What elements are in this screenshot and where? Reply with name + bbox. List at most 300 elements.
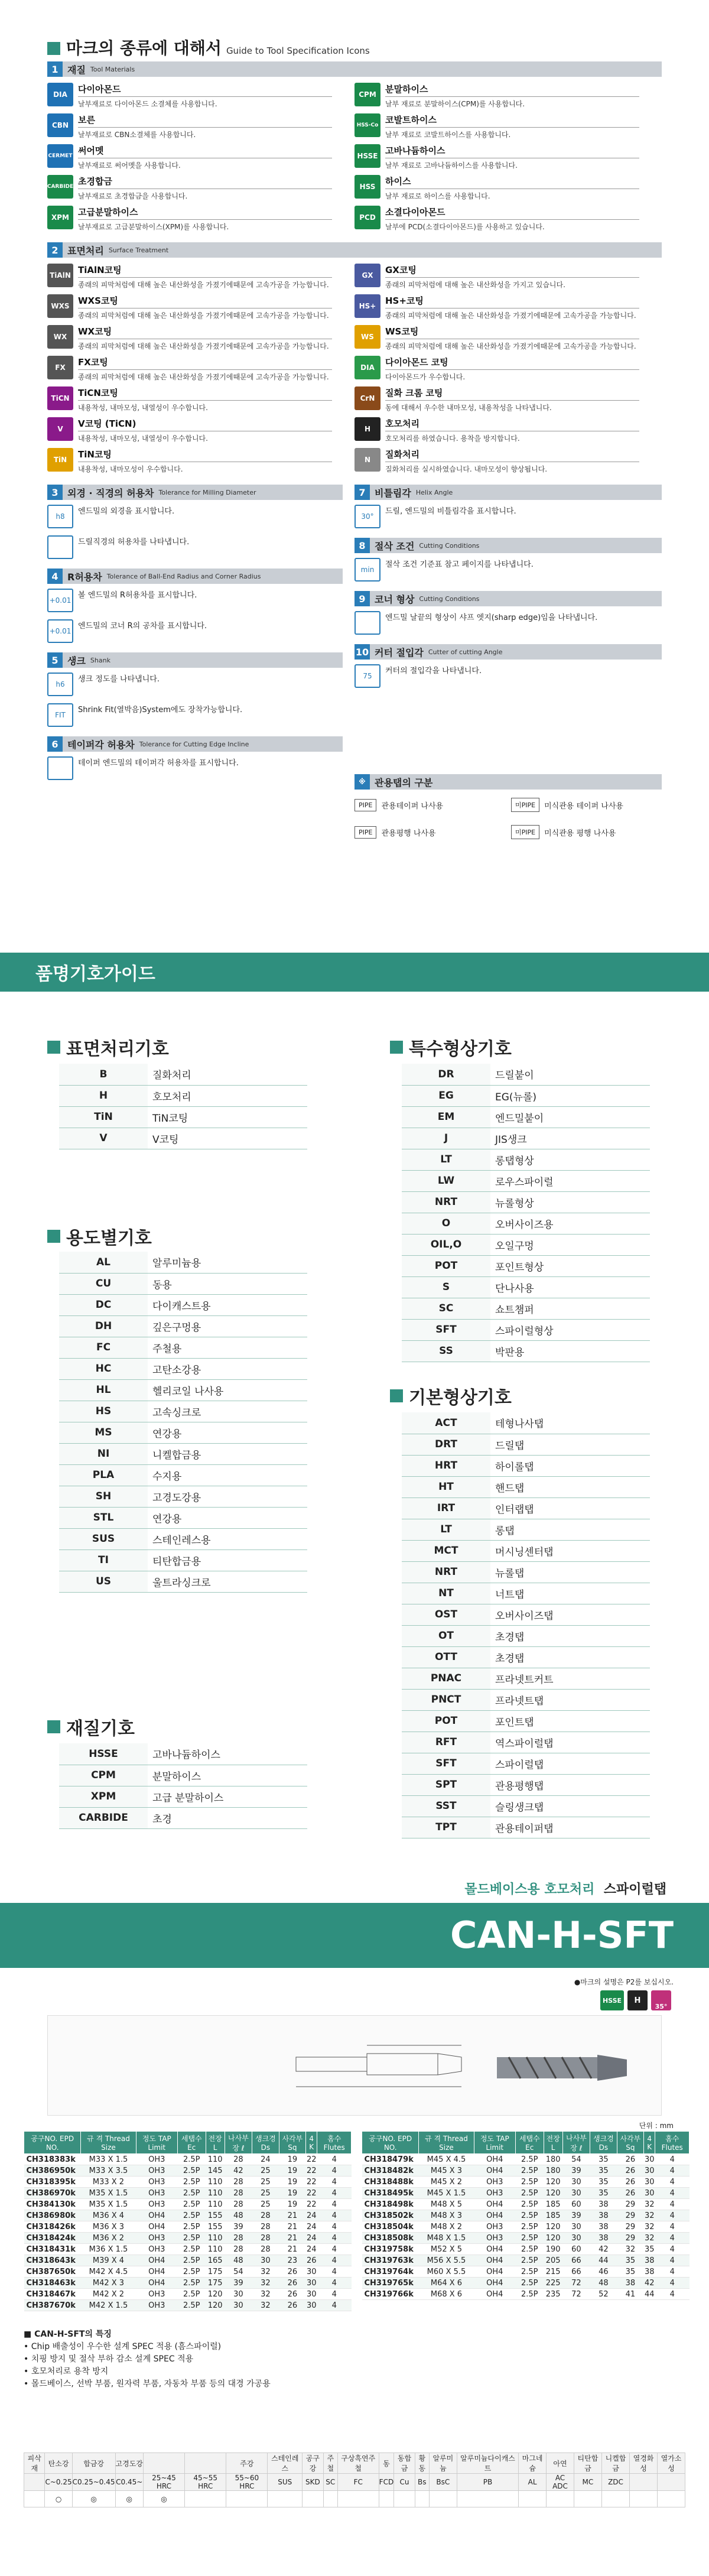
- material-cell: ◎: [143, 2491, 184, 2507]
- material-row: [24, 2474, 685, 2491]
- coating-text: [78, 417, 332, 443]
- coating-badge: GX: [354, 264, 380, 287]
- pipe-badge: PIPE: [354, 826, 376, 839]
- coating-badge: CrN: [354, 386, 380, 410]
- product-cell: M48 X 3: [419, 2210, 474, 2221]
- product-cell: M36 X 3: [81, 2221, 136, 2233]
- coating-name: V코팅 (TiCN): [78, 418, 136, 429]
- product-cell: 30: [644, 2188, 655, 2198]
- pipe-item: [511, 798, 662, 812]
- coating-desc: 동에 대해서 우수한 내마모성, 내용착성을 나타냅니다.: [385, 400, 639, 412]
- product-row: [24, 2199, 352, 2210]
- code-symbol: TI: [59, 1550, 148, 1571]
- product-cell: 19: [279, 2165, 305, 2177]
- coating-item: [354, 325, 650, 356]
- product-cell: 120: [544, 2177, 562, 2188]
- product-cell: OH4: [136, 2255, 177, 2266]
- product-cell: 180: [544, 2154, 562, 2165]
- code-row: [402, 1106, 650, 1128]
- material-cell: [268, 2491, 303, 2507]
- product-cell: 28: [225, 2244, 252, 2255]
- product-cell: 48: [225, 2255, 252, 2266]
- code-symbol: CARBIDE: [59, 1807, 148, 1828]
- material-cell: SUS: [268, 2474, 303, 2491]
- product-cell: CH318463k: [24, 2278, 81, 2289]
- code-meaning: 스파이럴탭: [490, 1753, 650, 1774]
- coating-left-list: [47, 264, 343, 479]
- product-cell: 2.5P: [515, 2154, 544, 2165]
- product-cell: 54: [225, 2266, 252, 2278]
- material-name: 고바나듐하이스: [385, 145, 445, 156]
- product-cell: 28: [252, 2221, 279, 2233]
- code-meaning: 헬리코일 나사용: [148, 1379, 307, 1401]
- product-cell: 4: [317, 2177, 352, 2188]
- product-row: [362, 2233, 690, 2244]
- product-cell: 39: [225, 2278, 252, 2289]
- product-row: [24, 2233, 352, 2244]
- code-symbol: V: [59, 1128, 148, 1149]
- material-badge: HSSE: [354, 144, 380, 168]
- material-cell: [574, 2491, 601, 2507]
- code-row: [59, 1064, 307, 1085]
- coating-badge: H: [354, 417, 380, 441]
- section-icon: 75: [354, 664, 380, 688]
- product-cell: 35: [617, 2255, 643, 2266]
- section-num: 3: [47, 485, 63, 500]
- product-cell: CH318426k: [24, 2221, 81, 2233]
- product-cell: M60 X 5.5: [419, 2266, 474, 2278]
- material-cell: [601, 2491, 629, 2507]
- material-name: 고급분말하이스: [78, 207, 138, 217]
- code-row: [402, 1276, 650, 1298]
- product-cell: 19: [279, 2188, 305, 2199]
- basic-code-title: 기본형상기호: [390, 1383, 512, 1409]
- code-meaning: 다이캐스트용: [148, 1294, 307, 1315]
- material-cell: 알루미늄: [429, 2453, 457, 2474]
- section-bar: [47, 652, 343, 668]
- code-symbol: S: [402, 1276, 490, 1298]
- material-cell: 스테인레스: [268, 2453, 303, 2474]
- coating-name: 호모처리: [385, 418, 419, 429]
- material-badge: CPM: [354, 83, 380, 106]
- pipe-label: 관용테이퍼 나사용: [381, 801, 444, 811]
- code-row: [402, 1817, 650, 1838]
- product-cell: 24: [306, 2222, 317, 2231]
- product-cell: 2.5P: [515, 2289, 544, 2300]
- code-symbol: DH: [59, 1315, 148, 1337]
- product-cell: 155: [206, 2221, 225, 2233]
- product-cell: 22: [306, 2155, 317, 2164]
- product-cell: 29: [617, 2210, 643, 2221]
- product-cell: 120: [544, 2221, 562, 2233]
- feature-2: • 치핑 방지 및 절삭 부하 감소 설계 SPEC 적용: [24, 2354, 194, 2364]
- code-row: [59, 1528, 307, 1550]
- coating-badge: DIA: [354, 356, 380, 379]
- coating-desc: 종래의 피막처럼에 대해 높은 내산화성을 가졌기에때문에 고속가공을 가능합니다.: [78, 308, 332, 320]
- code-row: [402, 1476, 650, 1497]
- product-cell: M48 X 5: [419, 2199, 474, 2210]
- material-badge: CERMET: [47, 144, 73, 168]
- product-cell: 4: [655, 2289, 690, 2300]
- product-row: [362, 2165, 690, 2177]
- coating-desc: 내용착성, 내마모성이 우수합니다.: [78, 462, 332, 474]
- material-cell: [657, 2474, 685, 2491]
- material-cell: Bs: [415, 2474, 429, 2491]
- code-symbol: PNCT: [402, 1689, 490, 1710]
- material-item: [47, 206, 343, 236]
- product-row: [24, 2188, 352, 2199]
- tolerance-section: [47, 652, 343, 729]
- code-row: [402, 1340, 650, 1362]
- section-bar: [47, 736, 343, 752]
- product-cell: 2.5P: [515, 2221, 544, 2233]
- product-cell: 180: [544, 2165, 562, 2177]
- code-row: [59, 1315, 307, 1337]
- code-symbol: LT: [402, 1519, 490, 1540]
- section-text: 엔드밀 날끝의 형상이 샤프 엣지(sharp edge)임을 나타냅니다.: [385, 613, 598, 622]
- section-icon: h8: [47, 505, 73, 528]
- product-cell: 28: [225, 2188, 252, 2199]
- code-row: [402, 1085, 650, 1106]
- material-cell: BsC: [429, 2474, 457, 2491]
- pipe-label: 관용평행 나사용: [381, 829, 436, 838]
- product-cell: M52 X 5: [419, 2244, 474, 2255]
- product-cell: 30: [306, 2267, 317, 2276]
- section-text: 드릴, 엔드밀의 비틀림각을 표시합니다.: [385, 507, 516, 516]
- product-cell: 38: [590, 2199, 617, 2210]
- product-cell: 30: [306, 2289, 317, 2299]
- code-row: [402, 1668, 650, 1689]
- product-cell: 110: [206, 2177, 225, 2188]
- product-cell: 2.5P: [177, 2255, 206, 2266]
- code-symbol: FC: [59, 1337, 148, 1358]
- product-row: [362, 2255, 690, 2266]
- section-en: Tolerance for Milling Diameter: [158, 488, 256, 496]
- product-cell: 4: [317, 2165, 352, 2177]
- product-cell: 4: [655, 2255, 690, 2266]
- product-cell: 110: [206, 2154, 225, 2165]
- material-item: [47, 175, 343, 206]
- product-cell: CH384130k: [24, 2199, 81, 2210]
- product-cell: OH3: [136, 2177, 177, 2188]
- product-cell: 38: [644, 2256, 655, 2265]
- section-num: 9: [354, 591, 370, 606]
- code-meaning: V코팅: [148, 1128, 307, 1149]
- product-cell: CH318383k: [24, 2154, 81, 2165]
- product-cell: CH386980k: [24, 2210, 81, 2221]
- material-text: [385, 175, 639, 201]
- code-meaning: 오버사이즈탭: [490, 1604, 650, 1625]
- product-cell: 2.5P: [177, 2221, 206, 2233]
- code-symbol: US: [59, 1571, 148, 1592]
- coating-text: [385, 294, 639, 320]
- product-cell: CH319766k: [362, 2289, 419, 2300]
- product-cell: 35: [644, 2244, 655, 2254]
- product-cell: 21: [279, 2244, 305, 2255]
- product-cell: CH318495k: [362, 2188, 419, 2199]
- code-symbol: SS: [402, 1340, 490, 1362]
- section-num: 5: [47, 652, 63, 668]
- product-cell: M35 X 1.5: [81, 2199, 136, 2210]
- product-cell: 19: [279, 2199, 305, 2210]
- product-cell: 4: [317, 2278, 352, 2289]
- product-cell: 185: [544, 2210, 562, 2221]
- product-header-cell: 홈수 Flutes: [655, 2132, 690, 2154]
- code-symbol: PNAC: [402, 1668, 490, 1689]
- code-symbol: CU: [59, 1273, 148, 1294]
- product-cell: 66: [562, 2266, 590, 2278]
- coating-name: 질화 크롬 코팅: [385, 388, 443, 398]
- code-symbol: PLA: [59, 1464, 148, 1486]
- product-header-cell: 생크경 Ds: [252, 2132, 279, 2154]
- product-cell: 185: [544, 2199, 562, 2210]
- code-row: [59, 1486, 307, 1507]
- section-icon: +0.01: [47, 589, 73, 612]
- product-cell: 24: [252, 2154, 279, 2165]
- product-cell: 30: [562, 2188, 590, 2199]
- coating-item: [354, 356, 650, 386]
- code-meaning: 수지용: [148, 1464, 307, 1486]
- section-line: [354, 611, 662, 637]
- product-cell: 35: [590, 2165, 617, 2177]
- coating-desc: 종래의 피막처럼에 대해 높은 내산화성을 가졌기에때문에 고속가공을 가능합니다.: [78, 339, 332, 351]
- code-row: [59, 1550, 307, 1571]
- code-meaning: 박판용: [490, 1340, 650, 1362]
- product-cell: 4: [317, 2255, 352, 2266]
- section-en: Tolerance of Ball-End Radius and Corner Radius: [106, 572, 261, 580]
- code-meaning: 연강용: [148, 1422, 307, 1443]
- product-cell: OH3: [474, 2188, 515, 2199]
- section-num: 7: [354, 485, 370, 500]
- code-symbol: TPT: [402, 1817, 490, 1838]
- section-num: 4: [47, 569, 63, 584]
- code-meaning: 하이롤탭: [490, 1455, 650, 1476]
- product-row: [362, 2221, 690, 2233]
- product-cell: 4: [655, 2177, 690, 2188]
- section-line: [47, 703, 343, 729]
- product-cell: CH318467k: [24, 2289, 81, 2300]
- material-cell: FC: [337, 2474, 379, 2491]
- code-row: [402, 1170, 650, 1191]
- mark-guide-title: 마크의 종류에 대해서 Guide to Tool Specification Icons: [47, 35, 370, 59]
- material-desc: 날부 재료로 코발트하이스를 사용합니다.: [385, 127, 639, 139]
- product-cell: 24: [306, 2233, 317, 2243]
- coating-item: [47, 294, 343, 325]
- material-name: 하이스: [385, 176, 411, 187]
- product-cell: 28: [252, 2233, 279, 2244]
- pipe-badge: 미PIPE: [511, 798, 539, 812]
- product-cell: 44: [590, 2255, 617, 2266]
- material-cell: C~0.25: [45, 2474, 72, 2491]
- product-cell: 32: [252, 2300, 279, 2311]
- product-cell: CH319758k: [362, 2244, 419, 2255]
- code-meaning: 프라넷트탭: [490, 1689, 650, 1710]
- product-cell: 60: [562, 2244, 590, 2255]
- product-cell: M45 X 2: [419, 2177, 474, 2188]
- section-bar: [354, 644, 662, 660]
- code-symbol: HS: [59, 1401, 148, 1422]
- code-row: [402, 1646, 650, 1668]
- coating-item: [354, 386, 650, 417]
- product-cell: 2.5P: [177, 2154, 206, 2165]
- material-cell: [429, 2491, 457, 2507]
- product-cell: CH318502k: [362, 2210, 419, 2221]
- coating-text: [385, 386, 639, 412]
- product-cell: 30: [225, 2289, 252, 2300]
- code-symbol: HC: [59, 1358, 148, 1379]
- product-header-cell: 사각부 Sq: [279, 2132, 305, 2154]
- code-meaning: 티탄합금용: [148, 1550, 307, 1571]
- material-cell: Cu: [394, 2474, 415, 2491]
- product-cell: M36 X 2: [81, 2233, 136, 2244]
- product-cell: 30: [225, 2300, 252, 2311]
- product-cell: 48: [590, 2278, 617, 2289]
- code-meaning: 프라넷트커트: [490, 1668, 650, 1689]
- code-meaning: 울트라싱크로: [148, 1571, 307, 1592]
- material-cell: ◎: [115, 2491, 143, 2507]
- product-row: [24, 2255, 352, 2266]
- coating-item: [354, 448, 650, 479]
- material-cell: [630, 2491, 658, 2507]
- material-name: 소결다이아몬드: [385, 207, 445, 217]
- product-cell: 2.5P: [177, 2165, 206, 2177]
- code-symbol: SST: [402, 1795, 490, 1817]
- product-cell: 23: [279, 2255, 305, 2266]
- code-row: [59, 1358, 307, 1379]
- product-cell: 190: [544, 2244, 562, 2255]
- code-symbol: SUS: [59, 1528, 148, 1550]
- material-badge: HSS-Co: [354, 113, 380, 137]
- product-cell: OH3: [136, 2233, 177, 2244]
- material-cell: ◎: [72, 2491, 115, 2507]
- product-cell: CH318488k: [362, 2177, 419, 2188]
- product-cell: 4: [317, 2289, 352, 2300]
- coating-desc: 질화처리를 실시하였습니다. 내마모성이 향상됩니다.: [385, 462, 639, 474]
- product-row: [362, 2289, 690, 2300]
- product-cell: OH4: [474, 2210, 515, 2221]
- product-header-cell: 세탭수 Ec: [515, 2132, 544, 2154]
- code-meaning: 인터랩탭: [490, 1497, 650, 1519]
- product-cell: 4: [655, 2199, 690, 2210]
- code-row: [402, 1710, 650, 1732]
- product-row: [24, 2154, 352, 2165]
- code-meaning: 오일구멍: [490, 1234, 650, 1255]
- coating-badge: FX: [47, 356, 73, 379]
- coating-desc: 내용착성, 내마모성, 내열성이 우수합니다.: [78, 431, 332, 443]
- product-cell: M64 X 6: [419, 2278, 474, 2289]
- section-text: 테이퍼 엔드밀의 테이퍼각 허용차를 표시합니다.: [78, 759, 239, 768]
- surface-code-table: [59, 1064, 307, 1149]
- code-meaning: 드릴탭: [490, 1434, 650, 1455]
- product-cell: 22: [306, 2188, 317, 2198]
- code-symbol: SH: [59, 1486, 148, 1507]
- tolerance-sections-right: [354, 485, 662, 697]
- product-cell: 2.5P: [177, 2244, 206, 2255]
- material-badge: CARBIDE: [47, 175, 73, 199]
- material-text: [78, 113, 332, 139]
- material-item: [354, 83, 650, 113]
- tolerance-section: [354, 644, 662, 690]
- section-title: 테이퍼각 허용차: [67, 739, 135, 751]
- material-cell: 동합금: [394, 2453, 415, 2474]
- product-cell: 4: [655, 2210, 690, 2221]
- usage-code-title: 용도별기호: [47, 1223, 152, 1249]
- product-cell: OH3: [136, 2289, 177, 2300]
- coating-item: [47, 386, 343, 417]
- material-desc: 날부 재료로 하이스를 사용합니다.: [385, 189, 639, 201]
- material-cell: 45~55 HRC: [185, 2474, 226, 2491]
- material-cell: 고경도강: [115, 2453, 143, 2474]
- product-cell: 2.5P: [177, 2289, 206, 2300]
- material-cell: [143, 2453, 184, 2474]
- product-cell: 2.5P: [177, 2188, 206, 2199]
- code-symbol: IRT: [402, 1497, 490, 1519]
- material-cell: C0.25~0.45: [72, 2474, 115, 2491]
- material-code-title: 재질기호: [47, 1714, 135, 1740]
- material-item: [47, 144, 343, 175]
- product-cell: 120: [544, 2233, 562, 2244]
- section-en: Cutting Conditions: [419, 541, 480, 550]
- material-cell: 주철: [323, 2453, 337, 2474]
- product-cell: 110: [206, 2233, 225, 2244]
- product-cell: 145: [206, 2165, 225, 2177]
- product-row: [362, 2210, 690, 2221]
- code-symbol: HRT: [402, 1455, 490, 1476]
- coating-name: WS코팅: [385, 326, 419, 337]
- product-header-row: [362, 2132, 690, 2154]
- coating-text: [78, 448, 332, 474]
- code-meaning: 주철용: [148, 1337, 307, 1358]
- product-header-cell: 전장 L: [206, 2132, 225, 2154]
- code-row: [402, 1412, 650, 1434]
- product-cell: 30: [306, 2278, 317, 2288]
- code-row: [402, 1795, 650, 1817]
- section-icon: FIT: [47, 703, 73, 727]
- material-text: [385, 83, 639, 109]
- product-cell: 120: [206, 2289, 225, 2300]
- product-cell: 4: [655, 2233, 690, 2244]
- code-meaning: 뉴롤형상: [490, 1191, 650, 1213]
- product-cell: 38: [590, 2233, 617, 2244]
- product-cell: M33 X 3.5: [81, 2165, 136, 2177]
- product-cell: 39: [562, 2165, 590, 2177]
- code-symbol: DRT: [402, 1434, 490, 1455]
- section-text: 생크 정도를 나타냅니다.: [78, 675, 160, 684]
- code-meaning: 고탄소강용: [148, 1358, 307, 1379]
- product-cell: M56 X 5.5: [419, 2255, 474, 2266]
- code-row: [59, 1401, 307, 1422]
- code-row: [402, 1604, 650, 1625]
- product-cell: OH4: [474, 2266, 515, 2278]
- material-badge: PCD: [354, 206, 380, 229]
- product-category: 몰드베이스용 호모처리 스파이럴탭: [464, 1882, 666, 1897]
- product-cell: 2.5P: [515, 2266, 544, 2278]
- code-symbol: OIL,O: [402, 1234, 490, 1255]
- code-row: [402, 1732, 650, 1753]
- material-name: 다이아몬드: [78, 84, 121, 95]
- product-cell: 26: [617, 2188, 643, 2199]
- product-row: [24, 2289, 352, 2300]
- code-row: [59, 1743, 307, 1765]
- code-row: [59, 1464, 307, 1486]
- product-cell: 41: [617, 2289, 643, 2300]
- product-cell: 225: [544, 2278, 562, 2289]
- coating-badge: WX: [47, 325, 73, 349]
- coating-name: WXS코팅: [78, 295, 118, 306]
- product-cell: 22: [306, 2177, 317, 2187]
- code-symbol: LT: [402, 1149, 490, 1170]
- code-row: [59, 1379, 307, 1401]
